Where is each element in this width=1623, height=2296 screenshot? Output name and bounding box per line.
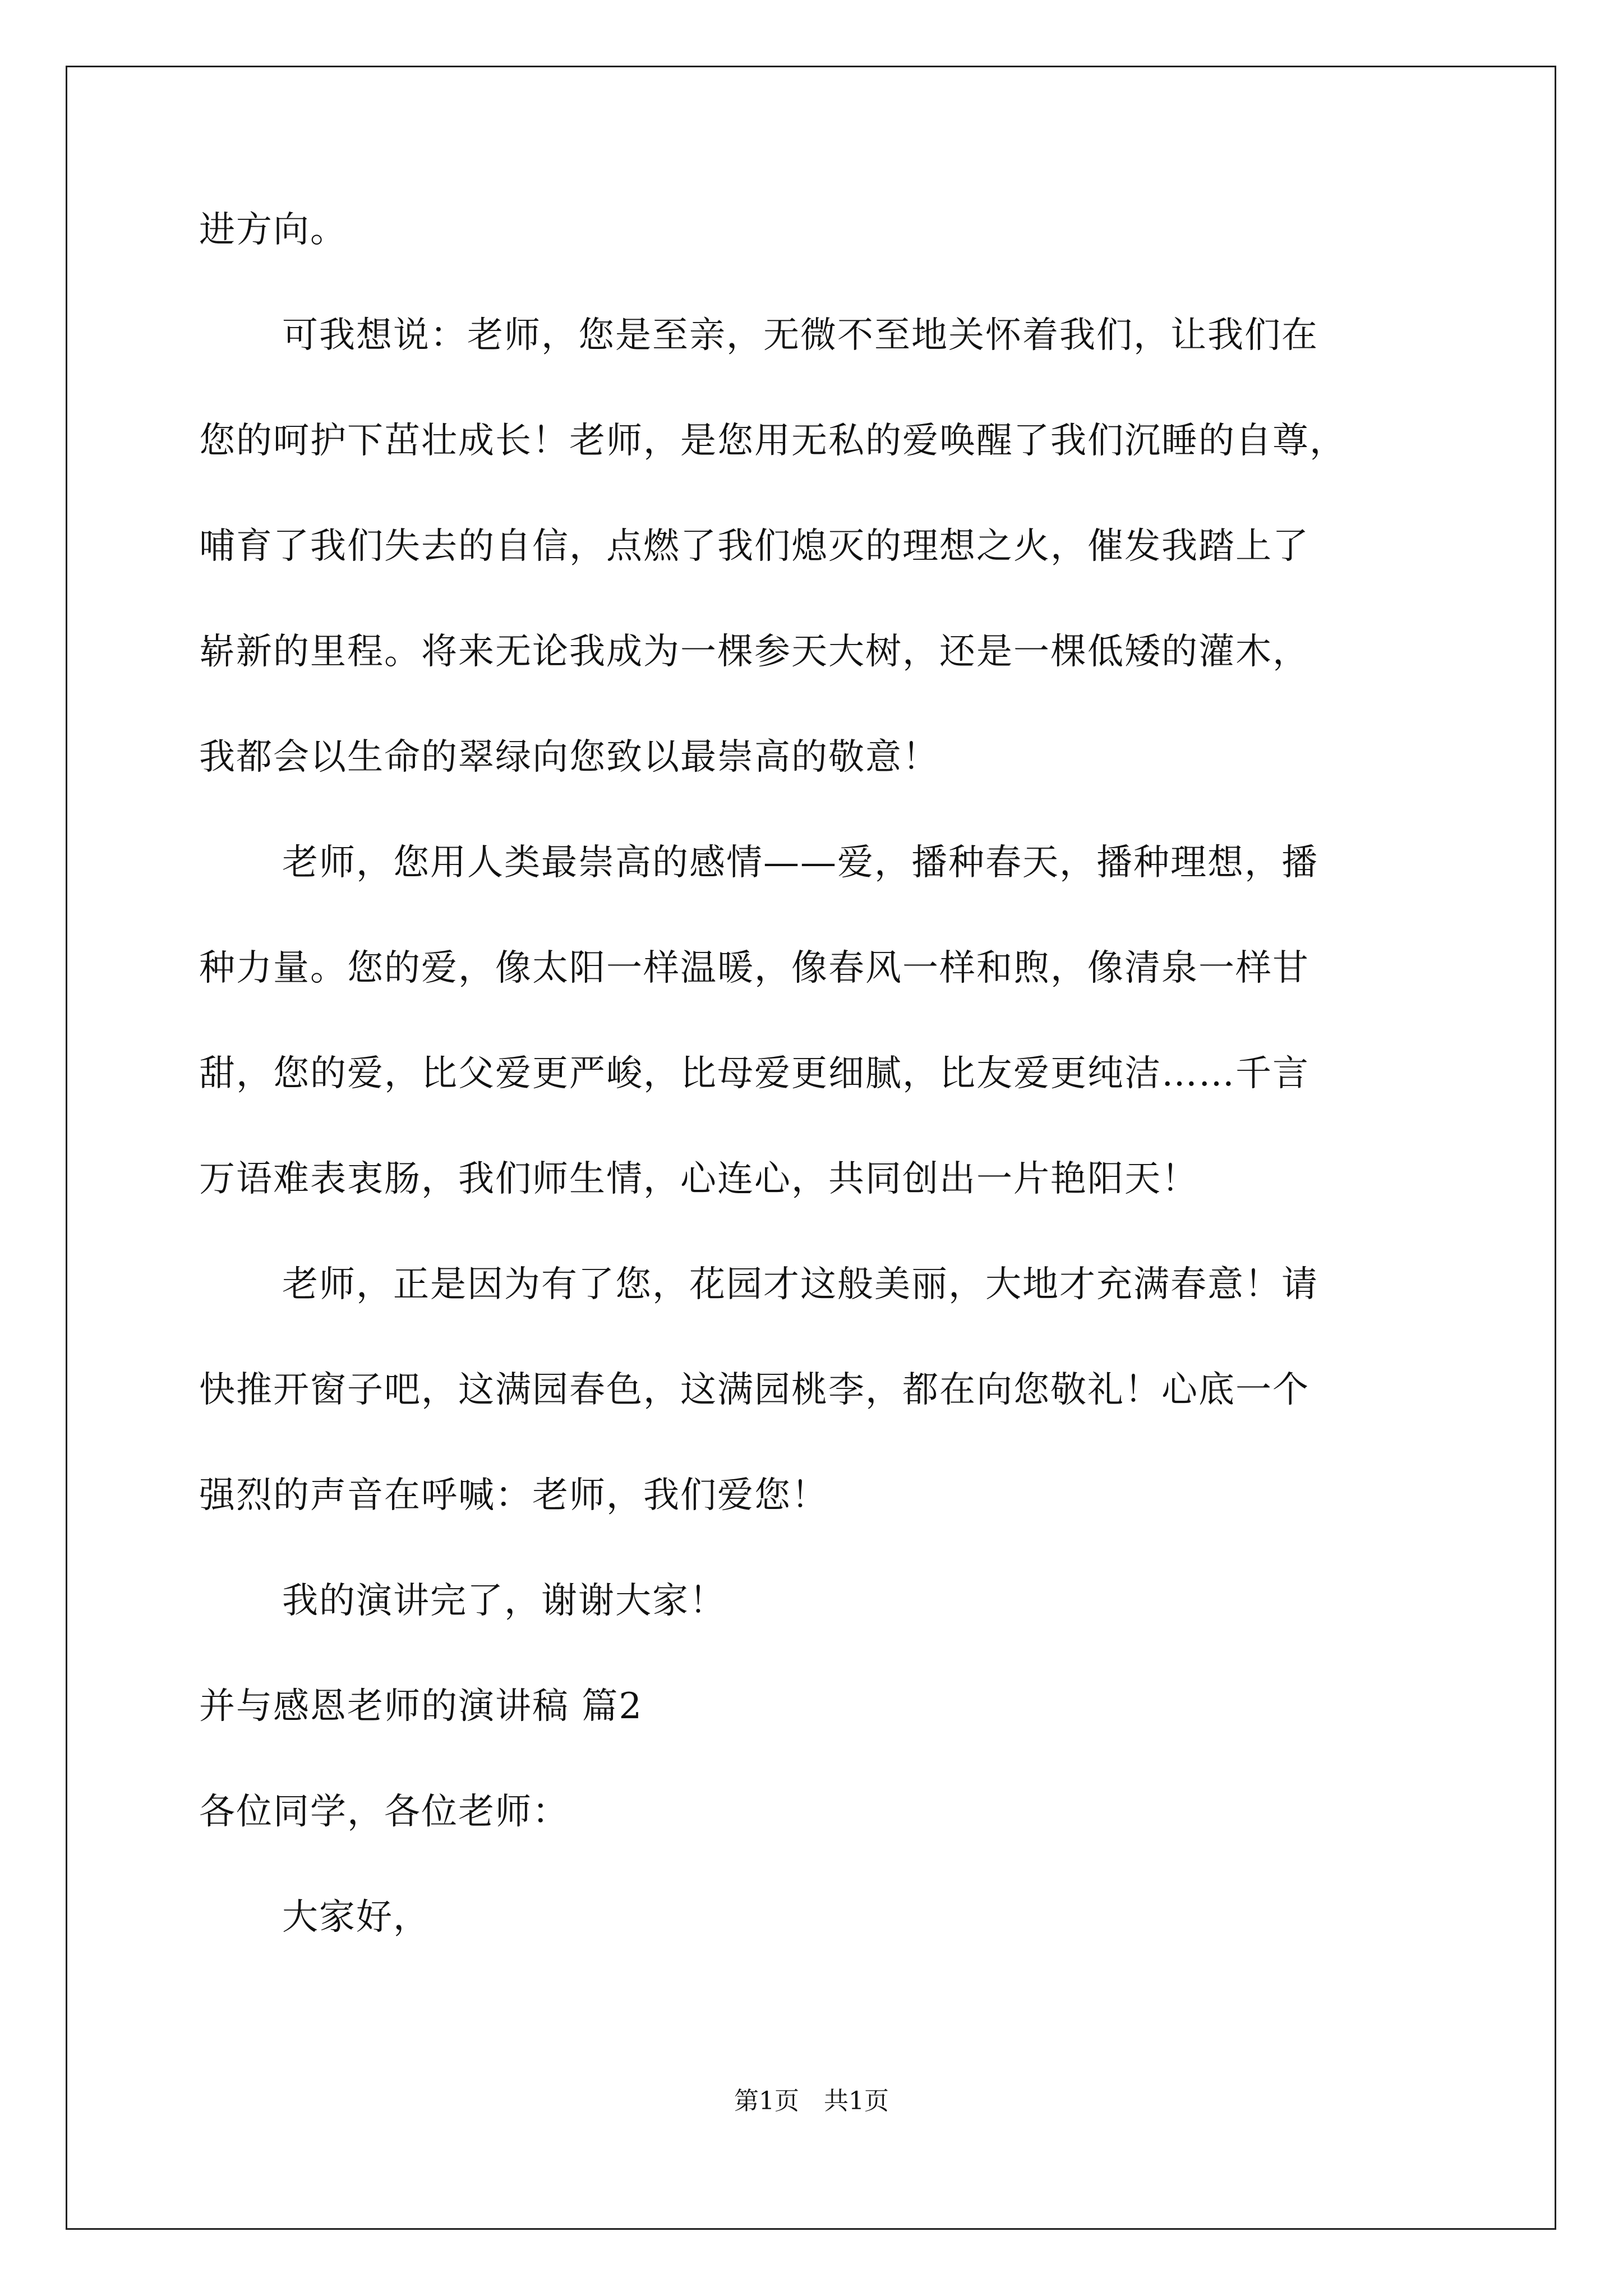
text-line: 强烈的声音在呼喊：老师，我们爱您！ [199,1475,828,1516]
greeting: 大家好， [282,1897,430,1938]
text-line: 进方向。 [199,209,347,251]
salutation: 各位同学，各位老师： [199,1791,569,1833]
section-heading: 并与感恩老师的演讲稿 篇2 [199,1686,643,1727]
text-line: 哺育了我们失去的自信，点燃了我们熄灭的理想之火，催发我踏上了 [199,526,1310,567]
page-footer: 第1页 共1页 [734,2087,889,2115]
text-line: 甜，您的爱，比父爱更严峻，比母爱更细腻，比友爱更纯洁……千言 [199,1053,1310,1094]
text-line: 您的呵护下茁壮成长！老师，是您用无私的爱唤醒了我们沉睡的自尊， [199,420,1347,462]
paragraph-line: 我的演讲完了，谢谢大家！ [282,1580,726,1622]
text-line: 种力量。您的爱，像太阳一样温暖，像春风一样和煦，像清泉一样甘 [199,947,1310,989]
text-line: 我都会以生命的翠绿向您致以最崇高的敬意！ [199,737,939,778]
text-line: 崭新的里程。将来无论我成为一棵参天大树，还是一棵低矮的灌木， [199,631,1310,673]
paragraph-line: 老师，正是因为有了您，花园才这般美丽，大地才充满春意！请 [282,1264,1318,1305]
paragraph-line: 老师，您用人类最崇高的感情——爱，播种春天，播种理想，播 [282,842,1318,884]
text-line: 万语难表衷肠，我们师生情，心连心，共同创出一片艳阳天！ [199,1158,1198,1200]
paragraph-line: 可我想说：老师，您是至亲，无微不至地关怀着我们，让我们在 [282,315,1318,356]
text-line: 快推开窗子吧，这满园春色，这满园桃李，都在向您敬礼！心底一个 [199,1369,1310,1411]
